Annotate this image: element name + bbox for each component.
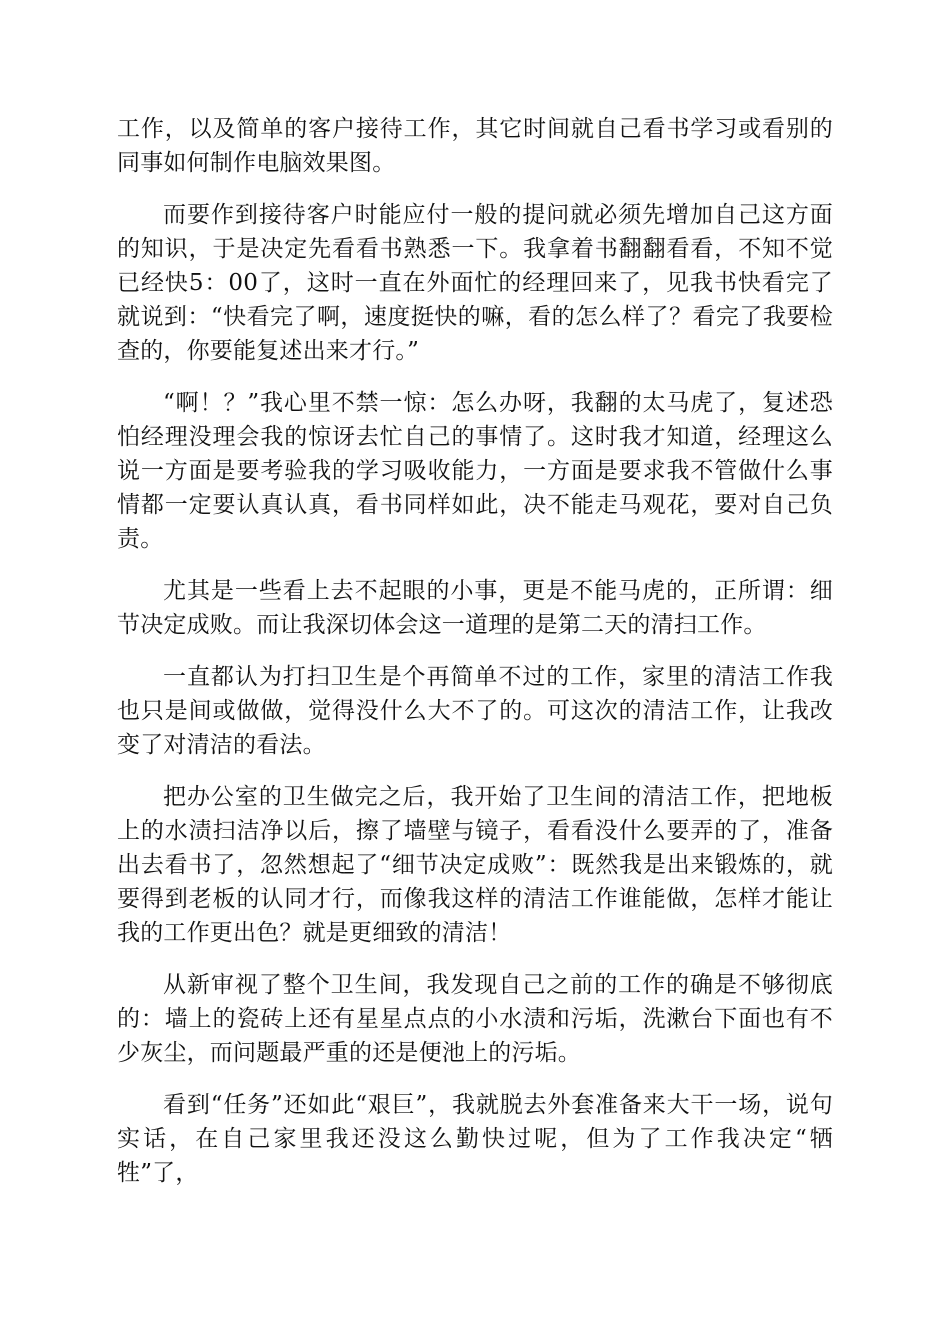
- paragraph-6: 把办公室的卫生做完之后，我开始了卫生间的清洁工作，把地板上的水渍扫洁净以后，擦了墙壁与镜子，看看没什么要弄的了，准备出去看书了，忽然想起了“细节决定成败”：既然我是出来锻炼的，就要得到老板的认同才行，而像我这样的清洁工作谁能做，怎样才能让我的工作更出色？就是更细致的清洁！: [117, 784, 833, 946]
- document-body: [117, 112, 833, 1208]
- paragraph-8: 看到“任务”还如此“艰巨”，我就脱去外套准备来大干一场，说句实话，在自己家里我还没这么勤快过呢，但为了工作我决定“牺牲”了，: [117, 1092, 833, 1186]
- paragraph-4: 尤其是一些看上去不起眼的小事，更是不能马虎的，正所谓：细节决定成败。而让我深切体会这一道理的是第二天的清扫工作。: [117, 578, 833, 638]
- paragraph-5: 一直都认为打扫卫生是个再简单不过的工作，家里的清洁工作我也只是间或做做，觉得没什么大不了的。可这次的清洁工作，让我改变了对清洁的看法。: [117, 664, 833, 758]
- paragraph-1: 工作，以及简单的客户接待工作，其它时间就自己看书学习或看别的同事如何制作电脑效果图。: [117, 116, 833, 176]
- paragraph-2: 而要作到接待客户时能应付一般的提问就必须先增加自己这方面的知识，于是决定先看看书熟悉一下。我拿着书翻翻看看，不知不觉已经快5：00了，这时一直在外面忙的经理回来了，见我书快看完了就说到：“快看完了啊，速度挺快的嘛，看的怎么样了？看完了我要检查的，你要能复述出来才行。”: [117, 202, 833, 364]
- paragraph-7: 从新审视了整个卫生间，我发现自己之前的工作的确是不够彻底的：墙上的瓷砖上还有星星点点的小水渍和污垢，洗漱台下面也有不少灰尘，而问题最严重的还是便池上的污垢。: [117, 972, 833, 1066]
- paragraph-3: “啊！？”我心里不禁一惊：怎么办呀，我翻的太马虎了，复述恐怕经理没理会我的惊讶去忙自己的事情了。这时我才知道，经理这么说一方面是要考验我的学习吸收能力，一方面是要求我不管做什么事情都一定要认真认真，看书同样如此，决不能走马观花，要对自己负责。: [117, 390, 833, 552]
